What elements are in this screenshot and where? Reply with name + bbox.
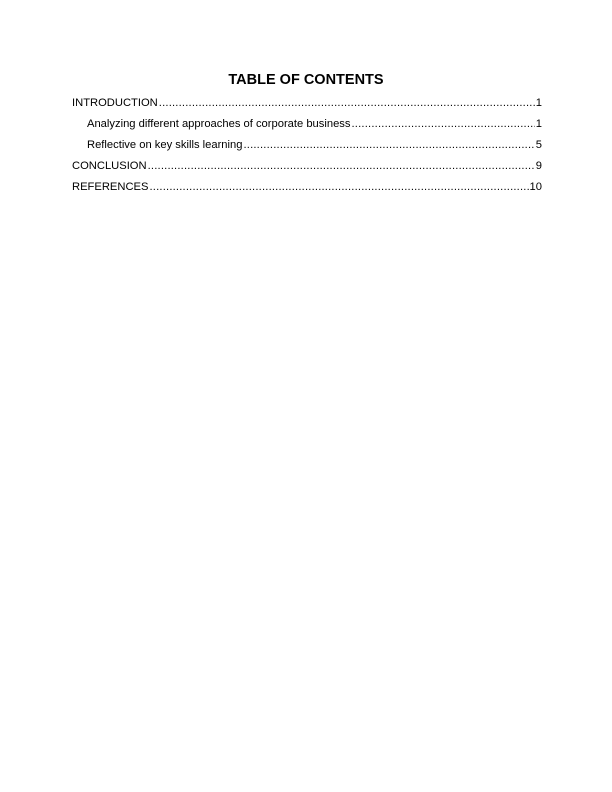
toc-entry-analyzing-approaches[interactable] xyxy=(72,117,542,138)
toc-entry-reflective-key-skills[interactable] xyxy=(72,138,542,159)
toc-entry-label: INTRODUCTION xyxy=(72,97,158,109)
toc-entry-label: Analyzing different approaches of corporate business xyxy=(87,118,351,130)
toc-entry-introduction[interactable] xyxy=(72,96,542,117)
dot-leader xyxy=(149,180,528,194)
toc-entry-label: REFERENCES xyxy=(72,181,149,193)
dot-leader xyxy=(148,159,535,173)
dot-leader xyxy=(159,96,535,110)
toc-entry-label: CONCLUSION xyxy=(72,160,147,172)
dot-leader xyxy=(243,138,534,152)
toc-list xyxy=(72,96,542,201)
toc-page-number: 1 xyxy=(535,97,542,109)
toc-page-number: 5 xyxy=(535,139,542,151)
toc-title: TABLE OF CONTENTS xyxy=(228,72,384,88)
toc-page-number: 1 xyxy=(535,118,542,130)
toc-entry-conclusion[interactable] xyxy=(72,159,542,180)
toc-entry-references[interactable] xyxy=(72,180,542,201)
toc-entry-label: Reflective on key skills learning xyxy=(87,139,243,151)
toc-page-number: 10 xyxy=(529,181,542,193)
toc-page-number: 9 xyxy=(535,160,542,172)
dot-leader xyxy=(352,117,535,131)
